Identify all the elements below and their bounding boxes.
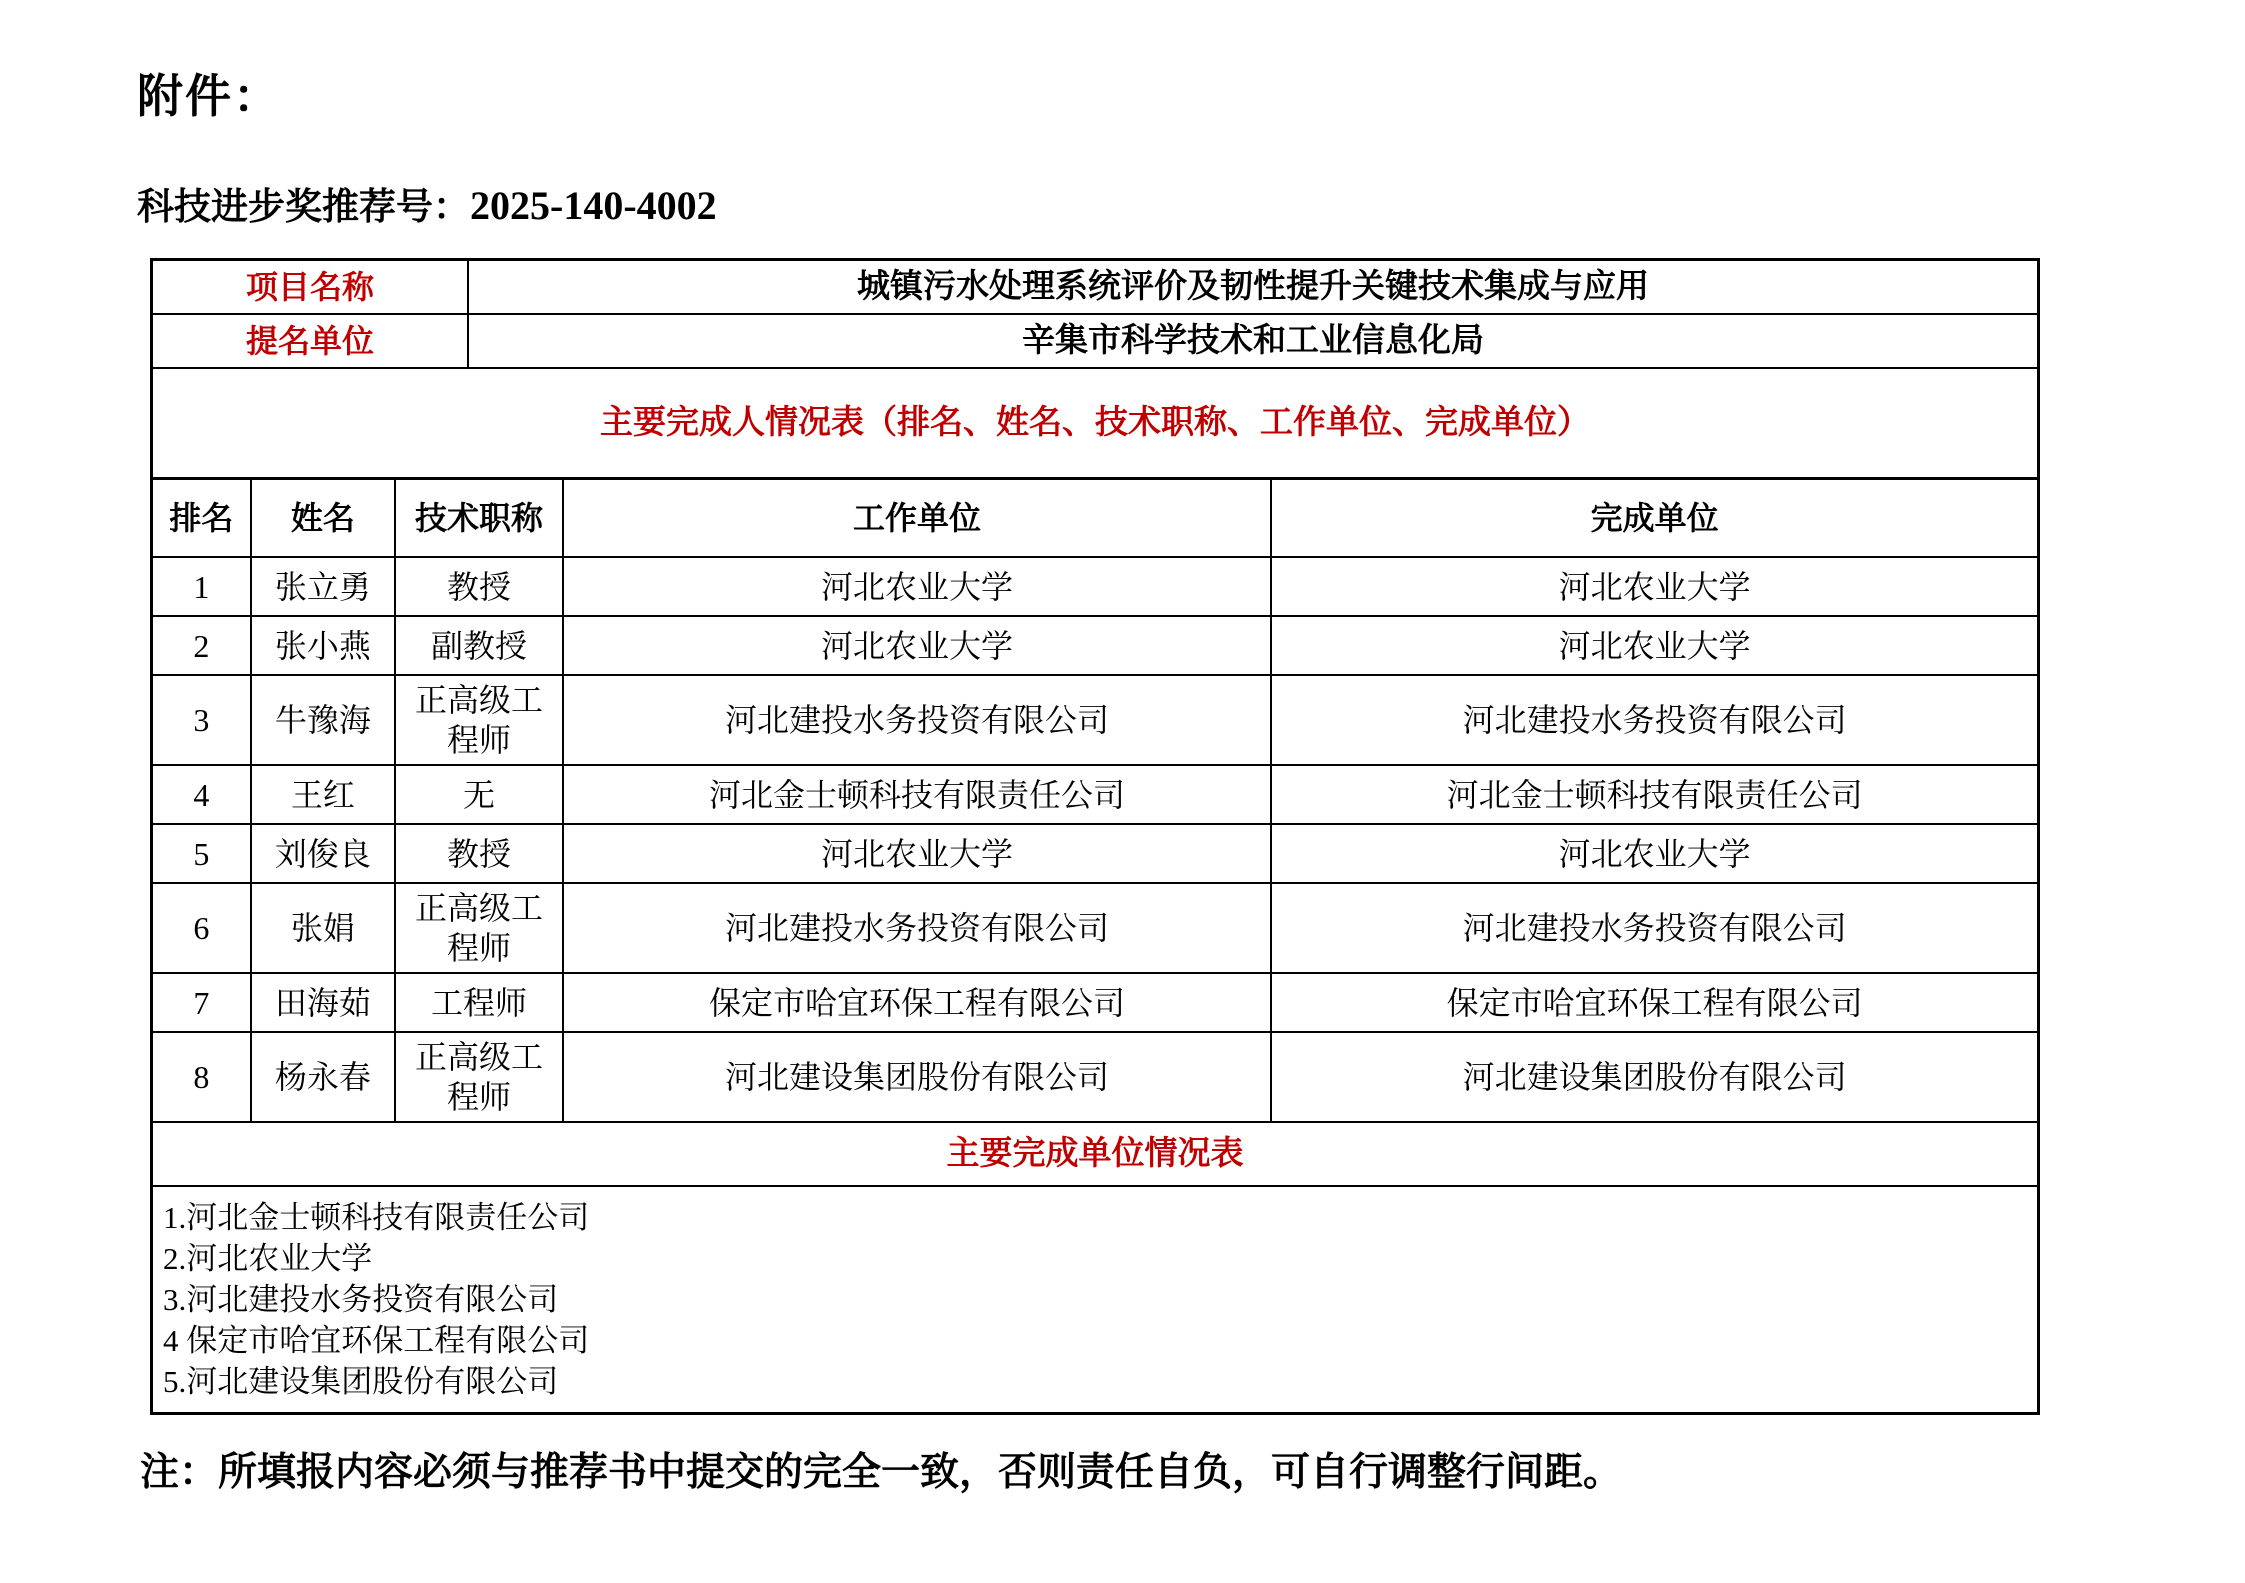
completer-work-unit: 保定市哈宜环保工程有限公司: [562, 974, 1270, 1031]
header-work-unit: 工作单位: [562, 480, 1270, 556]
completer-rank: 3: [193, 702, 210, 738]
completer-row: [153, 674, 2037, 764]
units-list-row: [153, 1185, 2037, 1412]
completer-row: [153, 764, 2037, 823]
completer-row: [153, 615, 2037, 674]
completer-rank: 5: [193, 835, 210, 872]
unit-item: 3.河北建投水务投资有限公司: [163, 1282, 559, 1317]
completer-row: [153, 882, 2037, 972]
header-name: 姓名: [250, 480, 395, 556]
units-caption: 主要完成单位情况表: [946, 1136, 1244, 1172]
header-rank: 排名: [169, 500, 234, 536]
recommendation-number: 2025-140-4002: [470, 183, 717, 228]
completer-name: 刘俊良: [250, 825, 395, 882]
completer-title: 副教授: [394, 617, 562, 674]
completers-caption: 主要完成人情况表（排名、姓名、技术职称、工作单位、完成单位）: [600, 405, 1590, 441]
unit-item: 4 保定市哈宜环保工程有限公司: [163, 1323, 590, 1358]
completer-name: 张立勇: [250, 558, 395, 615]
completer-completion-unit: 河北农业大学: [1270, 617, 2037, 674]
completer-work-unit: 河北建设集团股份有限公司: [562, 1033, 1270, 1121]
completers-header-row: [153, 477, 2037, 556]
completer-name: 王红: [250, 766, 395, 823]
completer-completion-unit: 河北建设集团股份有限公司: [1270, 1033, 2037, 1121]
completer-title: 正高级工程师: [394, 1033, 562, 1121]
completer-completion-unit: 河北农业大学: [1270, 825, 2037, 882]
unit-item: 5.河北建设集团股份有限公司: [163, 1364, 559, 1399]
units-list: [153, 1187, 2037, 1412]
info-row-value: 城镇污水处理系统评价及韧性提升关键技术集成与应用: [467, 261, 2037, 313]
info-row: [153, 261, 2037, 313]
unit-item: 1.河北金士顿科技有限责任公司: [163, 1200, 590, 1235]
completer-row: [153, 823, 2037, 882]
header-title: 技术职称: [394, 480, 562, 556]
info-row-value: 辛集市科学技术和工业信息化局: [467, 315, 2037, 367]
completer-title: 无: [394, 766, 562, 823]
completer-completion-unit: 河北农业大学: [1270, 558, 2037, 615]
completer-completion-unit: 河北建投水务投资有限公司: [1270, 676, 2037, 764]
header-completion-unit: 完成单位: [1270, 480, 2037, 556]
completer-completion-unit: 河北金士顿科技有限责任公司: [1270, 766, 2037, 823]
completer-rank: 6: [193, 910, 210, 946]
completer-title: 正高级工程师: [394, 884, 562, 972]
completer-row: [153, 972, 2037, 1031]
completer-name: 田海茹: [250, 974, 395, 1031]
completer-title: 教授: [394, 825, 562, 882]
completer-title: 正高级工程师: [394, 676, 562, 764]
completer-name: 牛豫海: [250, 676, 395, 764]
completer-work-unit: 河北金士顿科技有限责任公司: [562, 766, 1270, 823]
completer-row: [153, 1031, 2037, 1121]
completer-work-unit: 河北建投水务投资有限公司: [562, 676, 1270, 764]
recommendation-line: [137, 176, 2245, 230]
completer-rank: 4: [193, 776, 210, 813]
units-caption-row: [153, 1121, 2037, 1185]
completer-title: 教授: [394, 558, 562, 615]
completer-name: 杨永春: [250, 1033, 395, 1121]
info-row: [153, 313, 2037, 367]
completer-rank: 7: [193, 984, 210, 1021]
recommendation-label: 科技进步奖推荐号：: [137, 187, 470, 228]
completer-work-unit: 河北农业大学: [562, 825, 1270, 882]
completer-work-unit: 河北农业大学: [562, 617, 1270, 674]
info-row-label: 提名单位: [246, 323, 375, 359]
completer-completion-unit: 保定市哈宜环保工程有限公司: [1270, 974, 2037, 1031]
completers-caption-row: [153, 367, 2037, 477]
completer-rank: 2: [193, 627, 210, 664]
completer-completion-unit: 河北建投水务投资有限公司: [1270, 884, 2037, 972]
unit-item: 2.河北农业大学: [163, 1241, 373, 1276]
award-table: [150, 258, 2040, 1415]
attachment-heading: 附件：: [137, 71, 281, 122]
completer-rank: 8: [193, 1059, 210, 1095]
info-row-label: 项目名称: [246, 269, 375, 305]
completer-title: 工程师: [394, 974, 562, 1031]
completer-name: 张娟: [250, 884, 395, 972]
completer-rank: 1: [193, 568, 210, 605]
completer-work-unit: 河北建投水务投资有限公司: [562, 884, 1270, 972]
footer-note: 注：所填报内容必须与推荐书中提交的完全一致，否则责任自负，可自行调整行间距。: [140, 1451, 1623, 1494]
completer-work-unit: 河北农业大学: [562, 558, 1270, 615]
completer-row: [153, 556, 2037, 615]
completer-name: 张小燕: [250, 617, 395, 674]
